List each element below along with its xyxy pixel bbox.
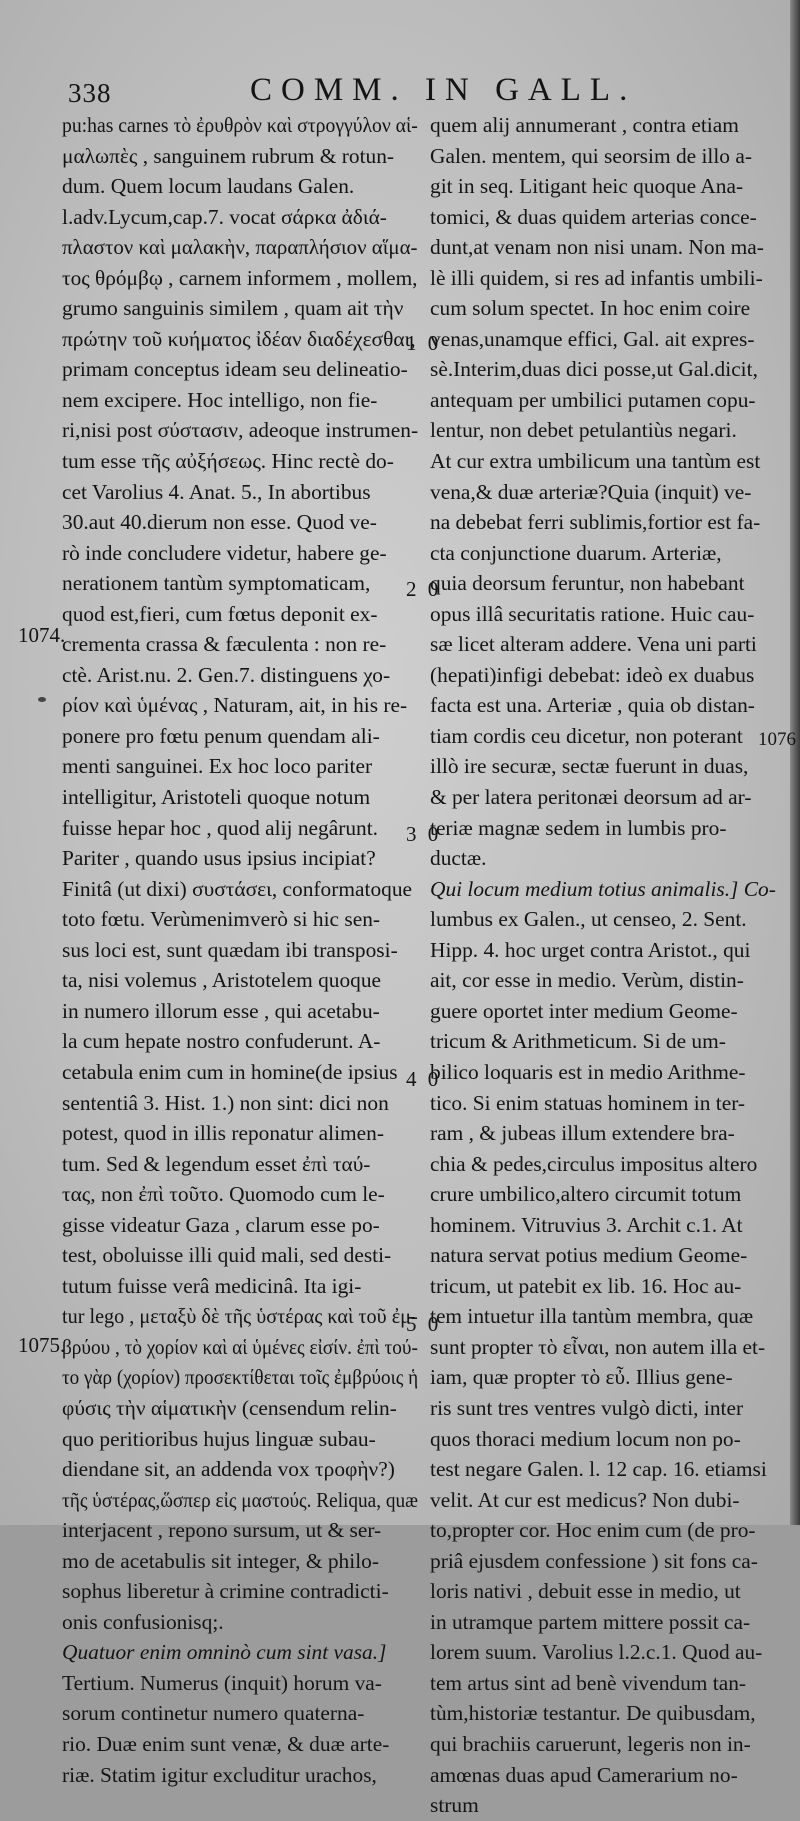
text-line: βρύου , τὸ χορίον καὶ αἱ ὑμένες εἰσίν. ἐπὶ τού- — [62, 1334, 418, 1359]
text-line: lumbus ex Galen., ut censeo, 2. Sent. — [430, 907, 747, 932]
text-line: to,propter cor. Hoc enim cum (de pro- — [430, 1518, 756, 1543]
text-line: bilico loquaris est in medio Arithme- — [430, 1059, 746, 1084]
text-line: cet Varolius 4. Anat. 5., In abortibus — [62, 479, 371, 504]
text-line: vena,& duæ arteriæ?Quia (inquit) ve- — [430, 479, 752, 504]
text-line: ram , & jubeas illum extendere bra- — [430, 1121, 735, 1146]
text-line: lorem suum. Varolius l.2.c.1. Quod au- — [430, 1640, 763, 1665]
text-line: tricum & Arithmeticum. Si de um- — [430, 1029, 726, 1054]
text-line: cta conjunctione duarum. Arteriæ, — [430, 540, 722, 565]
text-line: quod est,fieri, cum fœtus deponit ex- — [62, 601, 378, 626]
text-line: quos thoraci medium locum non po- — [430, 1426, 741, 1451]
text-line: priâ ejusdem confessione ) sit fons ca- — [430, 1548, 758, 1573]
text-line: natura servat potius medium Geome- — [430, 1243, 748, 1268]
text-line: facta est una. Arteriæ , quia ob distan- — [430, 693, 755, 718]
text-line: ta, nisi volemus , Aristotelem quoque — [62, 968, 382, 993]
text-line: na debebat ferri sublimis,fortior est fa- — [430, 510, 761, 535]
text-line: lè illi quidem, si res ad infantis umbili- — [430, 265, 763, 290]
line-number-10: 1 0 — [406, 331, 442, 355]
binding-gutter — [790, 0, 800, 1525]
text-line: iam, quæ propter τὸ εὖ. Illius gene- — [430, 1365, 733, 1390]
line-number-40: 4 0 — [406, 1067, 442, 1091]
text-line: Finitâ (ut dixi) συστάσει, conformatoque — [62, 876, 413, 901]
text-line: opus illâ securitatis ratione. Huic cau- — [430, 601, 755, 626]
text-line: sus loci est, sunt quædam ibi transposi- — [62, 937, 398, 962]
text-line: Qui locum medium totius animalis.] Co- — [430, 876, 776, 901]
running-title: COMM. IN GALL. — [250, 72, 637, 108]
text-line: (hepati)infigi debebat: ideò ex duabus — [430, 662, 755, 687]
text-line: test, oboluisse illi quid mali, sed desti- — [62, 1243, 392, 1268]
text-line: lentur, non debet petulantiùs negari. — [430, 418, 737, 443]
text-line: tùm,historiæ testantur. De quibusdam, — [430, 1701, 756, 1726]
text-line: interjacent , repono sursum, ut & ser- — [62, 1518, 382, 1543]
text-line: tum esse τῆς αὐξήσεως. Hinc rectè do- — [62, 449, 394, 474]
text-line: πλαστον καὶ μαλακὴν, παραπλήσιον αἵμα- — [62, 235, 418, 260]
text-line: intelligitur, Aristoteli quoque notum — [62, 785, 371, 810]
text-line: φύσις τὴν αἱματικὴν (censendum relin- — [62, 1395, 397, 1420]
ink-blot — [38, 697, 46, 702]
text-line: Hipp. 4. hoc urget contra Aristot., qui — [430, 937, 751, 962]
text-line: illò ire securæ, sectæ fuerunt in duas, — [430, 754, 749, 779]
text-line: quem alij annumerant , contra etiam — [430, 113, 739, 137]
text-line: venas,unamque effici, Gal. ait expres- — [430, 326, 755, 351]
text-line: cetabula enim cum in homine(de ipsius — [62, 1059, 398, 1084]
margin-note-1074: 1074. — [18, 623, 66, 647]
right-text-column — [430, 110, 786, 1821]
text-line: sæ licet alteram addere. Vena uni parti — [430, 632, 757, 657]
text-line: git in seq. Litigant heic quoque Ana- — [430, 174, 744, 199]
text-line: onis confusionisq;. — [62, 1609, 224, 1634]
margin-note-1075: 1075. — [18, 1333, 66, 1357]
text-line: rò inde concludere videtur, habere ge- — [62, 540, 387, 565]
line-number-50: 5 0 — [406, 1312, 442, 1336]
text-line: tum. Sed & legendum esset ἐπὶ ταύ- — [62, 1151, 371, 1176]
text-line: teriæ magnæ sedem in lumbis pro- — [430, 815, 727, 840]
text-line: amœnas duas apud Camerarium no- — [430, 1762, 738, 1787]
text-line: rio. Duæ enim sunt venæ, & duæ arte- — [62, 1731, 390, 1756]
text-line: tur lego , μεταξὺ δὲ τῆς ὑστέρας καὶ τοῦ ἐμ- — [62, 1304, 418, 1329]
text-line: ponere pro fœtu penum quendam ali- — [62, 723, 380, 748]
text-line: diendane sit, an addenda vox τροφὴν?) — [62, 1457, 395, 1482]
text-line: guere oportet inter medium Geome- — [430, 998, 738, 1023]
text-line: chia & pedes,circulus impositus altero — [430, 1151, 758, 1176]
text-line: primam conceptus ideam seu delineatio- — [62, 357, 408, 382]
text-line: crementa crassa & fæculenta : non re- — [62, 632, 387, 657]
text-line: toto fœtu. Verùmenimverò si hic sen- — [62, 907, 381, 932]
text-line: qui brachiis caruerunt, legeris non in- — [430, 1731, 751, 1756]
text-line: test negare Galen. l. 12 cap. 16. etiamsi — [430, 1457, 767, 1482]
text-line: nerationem tantùm symptomaticam, — [62, 571, 371, 596]
text-line: antequam per umbilici putamen copu- — [430, 387, 756, 412]
text-line: sè.Interim,duas dici posse,ut Gal.dicit, — [430, 357, 758, 382]
margin-note-1076: 1076 — [758, 729, 796, 750]
text-line: & per latera peritonæi deorsum ad ar- — [430, 785, 752, 810]
text-line: la cum hepate nostro confuderunt. A- — [62, 1029, 381, 1054]
text-line: strum — [430, 1793, 479, 1818]
text-line: velit. At cur est medicus? Non dubi- — [430, 1487, 740, 1512]
text-line: pu:has carnes τὸ ἐρυθρὸν καὶ στρογγύλον αἱ- — [62, 113, 418, 137]
page-header — [0, 72, 800, 112]
text-line: dunt,at venam non nisi unam. Non ma- — [430, 235, 764, 260]
text-line: ρίον καὶ ὑμένας , Naturam, ait, in his re- — [62, 693, 408, 718]
text-line: quo peritioribus hujus linguæ subau- — [62, 1426, 376, 1451]
text-line: riæ. Statim igitur excluditur urachos, — [62, 1762, 377, 1787]
text-line: το γὰρ (χορίον) προσεκτίθεται τοῖς ἐμβρύοις ἡ — [62, 1365, 419, 1390]
text-line: ri,nisi post σύστασιν, adeoque instrumen- — [62, 418, 419, 443]
text-line: sophus liberetur à crimine contradicti- — [62, 1579, 389, 1604]
text-line: At cur extra umbilicum una tantùm est — [430, 449, 761, 474]
text-line: τας, non ἐπὶ τοῦτο. Quomodo cum le- — [62, 1182, 385, 1207]
text-line: gisse videatur Gaza , clarum esse po- — [62, 1212, 380, 1237]
text-line: tiam cordis ceu dicetur, non poterant — [430, 723, 743, 748]
text-line: nem excipere. Hoc intelligo, non fie- — [62, 387, 378, 412]
text-line: ductæ. — [430, 846, 487, 871]
text-line: in numero illorum esse , qui acetabu- — [62, 998, 380, 1023]
text-line: τος θρόμβῳ , carnem informem , mollem, — [62, 265, 418, 290]
text-line: potest, quod in illis reponatur alimen- — [62, 1121, 384, 1146]
text-line: mo de acetabulis sit integer, & philo- — [62, 1548, 379, 1573]
text-line: sorum continetur numero quaterna- — [62, 1701, 365, 1726]
text-line: sententiâ 3. Hist. 1.) non sint: dici non — [62, 1090, 389, 1115]
text-line: dum. Quem locum laudans Galen. — [62, 174, 355, 199]
text-line: quia deorsum feruntur, non habebant — [430, 571, 745, 596]
text-line: grumo sanguinis similem , quam ait τὴν — [62, 296, 404, 321]
text-line: tricum, ut patebit ex lib. 16. Hoc au- — [430, 1273, 742, 1298]
text-line: tutum fuisse verâ medicinâ. Ita igi- — [62, 1273, 362, 1298]
text-line: l.adv.Lycum,cap.7. vocat σάρκα ἀδιά- — [62, 204, 387, 229]
text-line: tem artus sint ad benè vivendum tan- — [430, 1670, 747, 1695]
text-line: sunt propter τὸ εἶναι, non autem illa et- — [430, 1334, 766, 1359]
text-line: τῆς ὑστέρας,ὥσπερ εἰς μαστούς. Reliqua, quæ — [62, 1487, 419, 1512]
text-line: Tertium. Numerus (inquit) horum va- — [62, 1670, 382, 1695]
text-line: in utramque partem mittere possit ca- — [430, 1609, 751, 1634]
text-line: μαλωπὲς , sanguinem rubrum & rotun- — [62, 143, 395, 168]
left-text-column — [62, 110, 418, 1790]
page-number: 338 — [68, 78, 112, 108]
text-line: fuisse hepar hoc , quod alij negârunt. — [62, 815, 379, 840]
text-line: cum solum spectet. In hoc enim coire — [430, 296, 751, 321]
text-line: ris sunt tres ventres vulgò dicti, inter — [430, 1395, 744, 1420]
text-line: loris nativi , debuit esse in medio, ut — [430, 1579, 741, 1604]
text-line: tomici, & duas quidem arterias conce- — [430, 204, 757, 229]
text-line: menti sanguinei. Ex hoc loco pariter — [62, 754, 373, 779]
text-line: Pariter , quando usus ipsius incipiat? — [62, 846, 376, 871]
text-line: ctè. Arist.nu. 2. Gen.7. distinguens χο- — [62, 662, 391, 687]
text-line: Galen. mentem, qui seorsim de illo a- — [430, 143, 752, 168]
text-line: tem intuetur illa tantùm membra, quæ — [430, 1304, 754, 1329]
text-line: πρώτην τοῦ κυήματος ἰδέαν διαδέχεσθαι, — [62, 326, 416, 351]
text-line: ait, cor esse in medio. Verùm, distin- — [430, 968, 744, 993]
text-line: tico. Si enim statuas hominem in ter- — [430, 1090, 746, 1115]
text-line: hominem. Vitruvius 3. Archit c.1. At — [430, 1212, 743, 1237]
line-number-30: 3 0 — [406, 822, 442, 846]
text-line: 30.aut 40.dierum non esse. Quod ve- — [62, 510, 377, 535]
line-number-20: 2 0 — [406, 577, 442, 601]
text-line: crure umbilico,altero circumit totum — [430, 1182, 742, 1207]
text-line: Quatuor enim omninò cum sint vasa.] — [62, 1640, 387, 1665]
